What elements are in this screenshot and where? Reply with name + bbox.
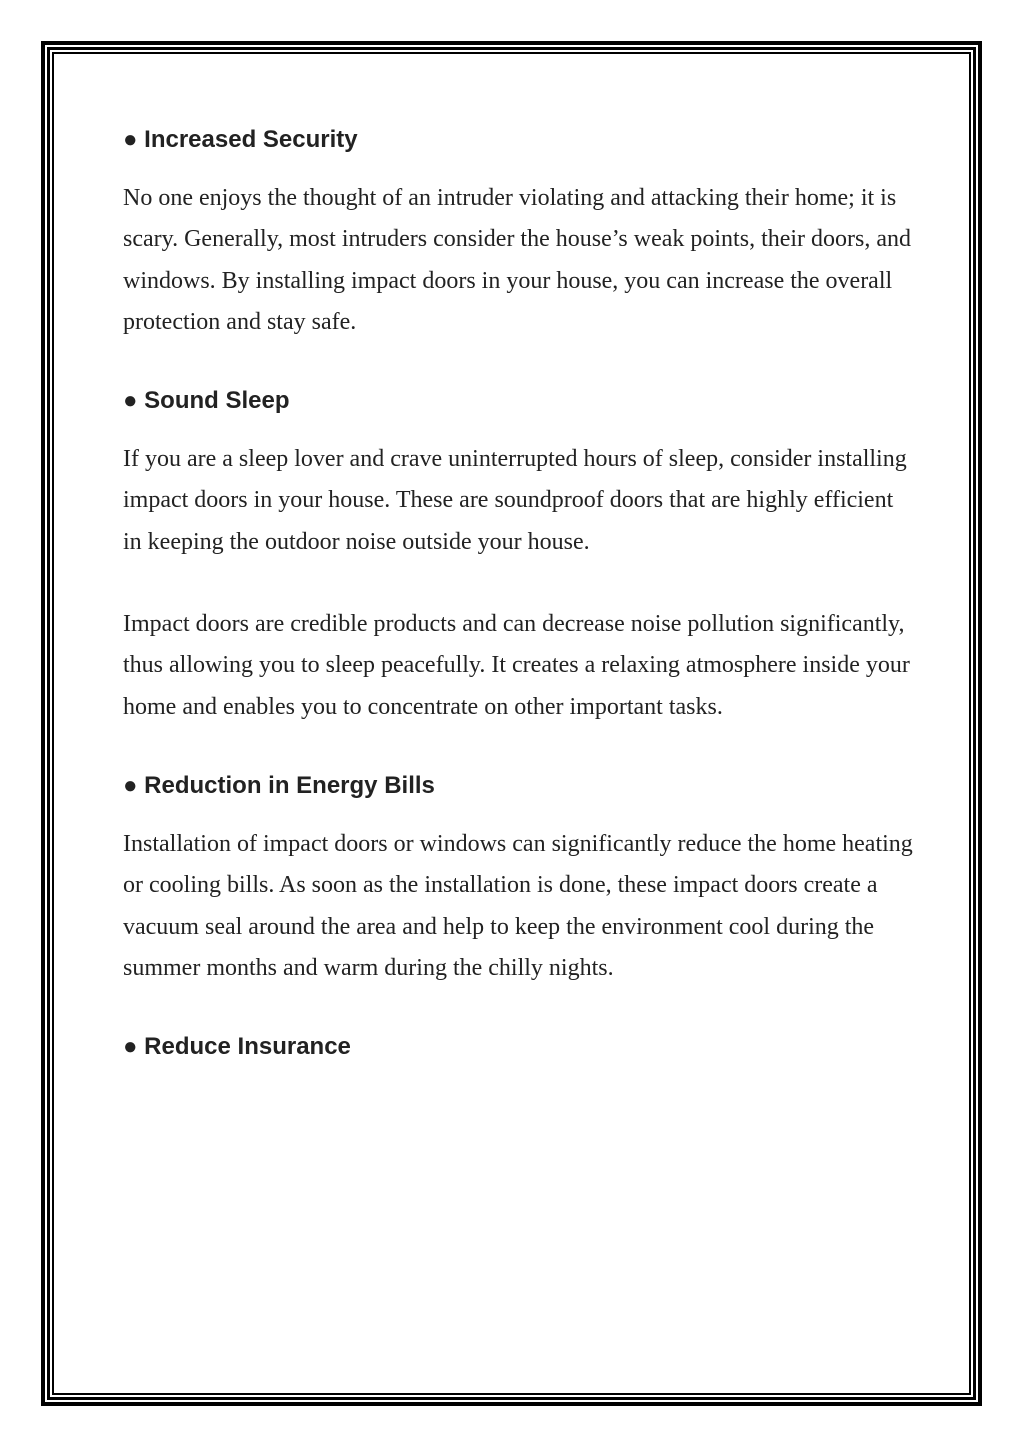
section-paragraph: No one enjoys the thought of an intruder violating and attacking their home; it is scary. Generally, most intruders consider the house’s weak points, their doors, and windows. By installing impact doors in your house, you can increase the overall protection and stay safe. — [123, 185, 912, 335]
section-increased-security — [123, 120, 913, 343]
section-heading: ● Reduce Insurance — [123, 1033, 351, 1061]
section-paragraph: Installation of impact doors or windows can significantly reduce the home heating or cooling bills. As soon as the installation is done, these impact doors create a vacuum seal around the area and help to keep the environment cool during the summer months and warm during the chilly nights. — [123, 830, 913, 981]
section-energy-bills — [123, 766, 913, 989]
document-body — [123, 120, 913, 1067]
section-heading: ● Reduction in Energy Bills — [123, 771, 435, 799]
section-reduce-insurance — [123, 1027, 913, 1067]
section-paragraph: Impact doors are credible products and can decrease noise pollution significantly, thus allowing you to sleep peacefully. It creates a relaxing atmosphere inside your home and enables you to concentrate on other important tasks. — [123, 611, 910, 720]
section-heading: ● Sound Sleep — [123, 387, 290, 415]
section-sound-sleep — [123, 381, 913, 728]
section-heading: ● Increased Security — [123, 126, 358, 153]
section-paragraph: If you are a sleep lover and crave uninterrupted hours of sleep, consider installing impact doors in your house. These are soundproof doors that are highly efficient in keeping the outdoor noise outside your house. — [123, 446, 907, 555]
